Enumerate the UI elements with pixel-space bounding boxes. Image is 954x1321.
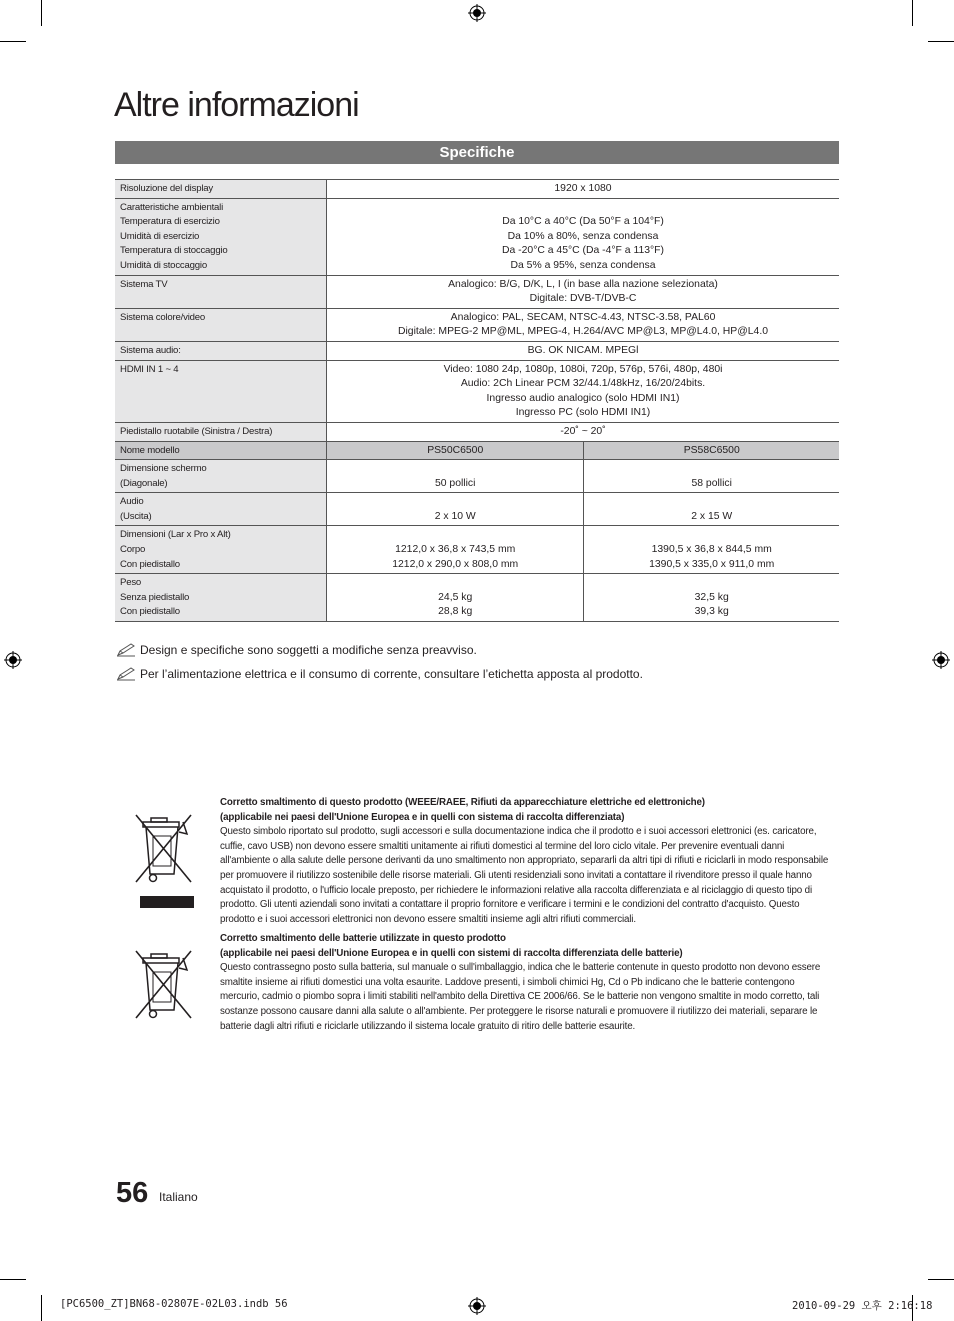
- spec-value-line: Digitale: DVB-T/DVB-C: [529, 293, 637, 305]
- spec-label: [115, 526, 327, 574]
- print-footer-date: 2010-09-29 오후 2:16:18: [792, 1300, 933, 1312]
- table-row: [115, 180, 839, 199]
- spec-value-line: 28,8 kg: [438, 606, 473, 618]
- pencil-note-icon: [116, 643, 136, 657]
- table-row: [115, 198, 839, 275]
- spec-value-line: 1390,5 x 36,8 x 844,5 mm: [651, 544, 772, 556]
- spec-value-line: Digitale: MPEG-2 MP@ML, MPEG-4, H.264/AVC MP@L3, MP@L4.0, HP@L4.0: [398, 326, 768, 338]
- spec-label: Sistema colore/video: [115, 308, 327, 341]
- note-text: Design e specifiche sono soggetti a modifiche senza preavviso.: [140, 643, 477, 657]
- spec-value-line: Da 10% a 80%, senza condensa: [507, 230, 659, 242]
- spec-label-line: Umidità di stoccaggio: [120, 259, 207, 271]
- crop-mark: [0, 1279, 26, 1280]
- weee-heading: Corretto smaltimento di questo prodotto (WEEE/RAEE, Rifiuti da apparecchiature elettriche ed elettroniche): [220, 797, 705, 808]
- spec-label-line: (Diagonale): [120, 477, 168, 489]
- spec-label-line: Peso: [120, 577, 142, 589]
- print-footer-file: [PC6500_ZT]BN68-02807E-02L03.indb 56: [60, 1298, 288, 1310]
- spec-value: 58 pollici: [584, 460, 839, 493]
- spec-label-line: Caratteristiche ambientali: [120, 201, 224, 213]
- notes: [116, 638, 643, 686]
- crossed-bin-icon: [133, 948, 197, 1020]
- spec-value: [327, 198, 840, 275]
- spec-value-line: Analogico: PAL, SECAM, NTSC-4.43, NTSC-3.58, PAL60: [450, 311, 716, 323]
- spec-label-line: Dimensione schermo: [120, 463, 207, 475]
- crop-mark: [41, 1295, 42, 1321]
- battery-heading: Corretto smaltimento delle batterie utilizzate in questo prodotto: [220, 933, 506, 944]
- section-header: Specifiche: [115, 141, 839, 164]
- spec-label-line: Senza piedistallo: [120, 591, 190, 603]
- spec-value-line: Audio: 2Ch Linear PCM 32/44.1/48kHz, 16/20/24bits.: [460, 378, 706, 390]
- note-text: Per l’alimentazione elettrica e il consumo di corrente, consultare l’etichetta apposta al prodotto.: [140, 667, 643, 681]
- battery-notice: [220, 932, 835, 1034]
- note-item: [116, 638, 643, 662]
- pencil-note-icon: [116, 667, 136, 681]
- spec-value-line: Da -20°C a 45°C (Da -4°F a 113°F): [502, 245, 664, 257]
- spec-label: [115, 574, 327, 622]
- spec-label-line: Umidità di esercizio: [120, 230, 200, 242]
- spec-value-line: 24,5 kg: [438, 591, 473, 603]
- spec-value: 2 x 15 W: [584, 493, 839, 526]
- spec-label: Sistema TV: [115, 275, 327, 308]
- spec-value-line: Video: 1080 24p, 1080p, 1080i, 720p, 576p, 576i, 480p, 480i: [443, 363, 723, 375]
- registration-mark-icon: [932, 651, 950, 669]
- model-b: PS58C6500: [584, 441, 839, 460]
- spec-label-line: Dimensioni (Lar x Pro x Alt): [120, 529, 231, 541]
- spec-label-line: Temperatura di esercizio: [120, 216, 220, 228]
- spec-value: 50 pollici: [327, 460, 584, 493]
- spec-value: [584, 526, 839, 574]
- spec-label: [115, 198, 327, 275]
- spec-label: [115, 460, 327, 493]
- crossed-bin-icon: [133, 812, 197, 910]
- spec-value-line: 1212,0 x 36,8 x 743,5 mm: [395, 544, 516, 556]
- spec-value-line: 1390,5 x 335,0 x 911,0 mm: [649, 558, 775, 570]
- table-row: [115, 341, 839, 360]
- battery-subheading: (applicabile nei paesi dell'Unione Europea e in quelli con sistemi di raccolta differenziata delle batterie): [220, 947, 683, 959]
- spec-value-line: 32,5 kg: [694, 591, 729, 603]
- table-row: [115, 441, 839, 460]
- crop-mark: [0, 41, 26, 42]
- spec-label-line: Temperatura di stoccaggio: [120, 245, 228, 257]
- crop-mark: [912, 0, 913, 26]
- spec-label-line: (Uscita): [120, 510, 152, 522]
- crop-mark: [41, 0, 42, 26]
- spec-value: [327, 360, 840, 422]
- table-row: [115, 460, 839, 493]
- spec-label: Sistema audio:: [115, 341, 327, 360]
- table-row: [115, 526, 839, 574]
- table-row: [115, 493, 839, 526]
- page-number: 56: [116, 1177, 149, 1209]
- registration-mark-icon: [4, 651, 22, 669]
- spec-value: [327, 574, 584, 622]
- page-language: Italiano: [159, 1190, 198, 1204]
- spec-label: Piedistallo ruotabile (Sinistra / Destra): [115, 422, 327, 441]
- spec-label-line: Con piedistallo: [120, 606, 180, 618]
- table-row: [115, 275, 839, 308]
- spec-table: [115, 179, 839, 622]
- spec-label-line: Corpo: [120, 544, 146, 556]
- battery-body: Questo contrassegno posto sulla batteria, sul manuale o sull'imballaggio, indica che le batterie contenute in questo prodotto non devono essere smaltite insieme ai rifiuti domestici una volta esaurite. Laddove presenti, i simboli chimici Hg, Cd o Pb indicano che le batterie contengono mercurio, cadmio o piombo sopra i limiti stabiliti nell'ambito della Direttiva CE 2006/66. Se le batterie non vengono smaltite in modo corretto, tali sostanze possono causare danni alla salute o all'ambiente. Per proteggere le risorse naturali e promuovere il riutilizzo dei materiali, separare le batterie dagli altri rifiuti e riciclarle utilizzando il sistema locale gratuito di ritiro delle batterie esaurite.: [220, 962, 821, 1032]
- weee-body: Questo simbolo riportato sul prodotto, sugli accessori e sulla documentazione indica che il prodotto e i suoi accessori elettronici (es. caricatore, cuffie, cavo USB) non devono essere smaltiti unitamente ai rifiuti domestici al termine del loro ciclo vitale. Per prevenire eventuali danni all'ambiente o alla salute delle persone derivanti da uno smaltimento non appropriato, separarli da altri tipi di rifiuti e riciclarli in modo responsabile per promuovere il riutilizzo sostenibile delle risorse materiali. Gli utenti residenziali sono invitati a contattare il rivenditore presso il quale hanno acquistato il prodotto, o l'ufficio locale preposto, per richiedere le informazioni relative alla raccolta differenziata e al riciclaggio di questo tipo di prodotto. Gli utenti aziendali sono invitati a contattare il proprio fornitore e verificare i termini e le condizioni del contratto d'acquisto. Questo prodotto e i suoi accessori elettronici non devono essere smaltiti insieme agli altri rifiuti commerciali.: [220, 826, 829, 925]
- spec-value: BG. OK NICAM. MPEGl: [327, 341, 840, 360]
- spec-label-line: Con piedistallo: [120, 558, 180, 570]
- table-row: [115, 574, 839, 622]
- spec-value: [327, 275, 840, 308]
- crop-mark: [928, 1279, 954, 1280]
- table-row: [115, 360, 839, 422]
- spec-value-line: 39,3 kg: [694, 606, 729, 618]
- spec-label: Nome modello: [115, 441, 327, 460]
- spec-label: Risoluzione del display: [115, 180, 327, 199]
- weee-notice: [220, 796, 835, 927]
- registration-mark-icon: [468, 4, 486, 22]
- spec-value-line: Analogico: B/G, D/K, L, I (in base alla nazione selezionata): [448, 278, 718, 290]
- spec-value-line: Da 5% a 95%, senza condensa: [510, 259, 656, 271]
- spec-value-line: Da 10°C a 40°C (Da 50°F a 104°F): [502, 216, 664, 228]
- spec-value: 2 x 10 W: [327, 493, 584, 526]
- weee-subheading: (applicabile nei paesi dell'Unione Europea e in quelli con sistema di raccolta differenziata): [220, 811, 625, 823]
- spec-value-line: Ingresso PC (solo HDMI IN1): [515, 407, 651, 419]
- table-row: [115, 422, 839, 441]
- note-item: [116, 662, 643, 686]
- spec-value: [584, 574, 839, 622]
- spec-value-line: Ingresso audio analogico (solo HDMI IN1): [486, 392, 680, 404]
- page-title: Altre informazioni: [114, 86, 359, 124]
- spec-value: [327, 526, 584, 574]
- spec-label-line: Audio: [120, 496, 144, 508]
- crop-mark: [928, 41, 954, 42]
- spec-label: [115, 493, 327, 526]
- spec-value-line: 1212,0 x 290,0 x 808,0 mm: [392, 558, 519, 570]
- spec-value: -20˚ ~ 20˚: [327, 422, 840, 441]
- spec-value: 1920 x 1080: [327, 180, 840, 199]
- spec-label: HDMI IN 1 ~ 4: [115, 360, 327, 422]
- table-row: [115, 308, 839, 341]
- model-a: PS50C6500: [327, 441, 584, 460]
- spec-value: [327, 308, 840, 341]
- registration-mark-icon: [468, 1297, 486, 1315]
